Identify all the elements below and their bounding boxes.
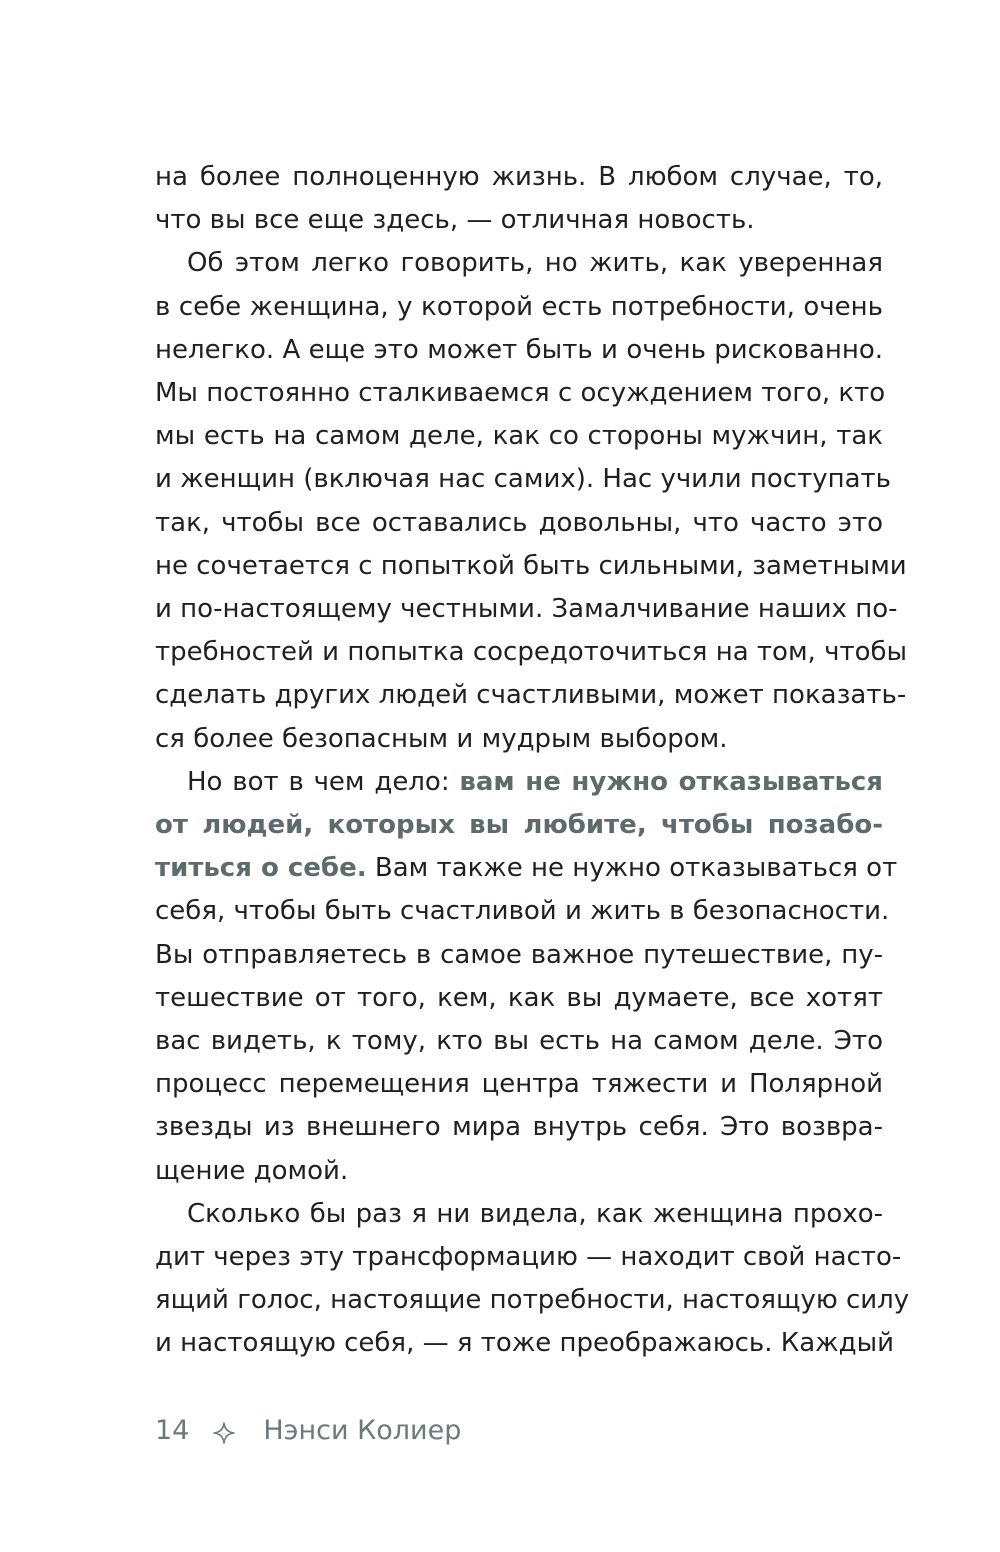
text-line: мы есть на самом деле, как со стороны мужчин, так <box>155 421 883 452</box>
text-line: тешествие от того, кем, как вы думаете, все хотят <box>155 982 883 1013</box>
text-line: процесс перемещения центра тяжести и Полярной <box>155 1069 883 1100</box>
paragraph-3 <box>155 761 898 1193</box>
text-line: не сочетается с попыткой быть сильными, заметными <box>155 550 907 581</box>
paragraph-4 <box>155 1193 910 1366</box>
text-line: Об этом легко говорить, но жить, как уверенная <box>187 248 883 279</box>
text-line: дит через эту трансформацию — находит свой насто- <box>155 1242 902 1273</box>
text-line <box>155 847 898 890</box>
plain-text: Но вот в чем дело: <box>187 766 460 797</box>
text-line: звезды из внешнего мира внутрь себя. Это возвра- <box>155 1112 883 1143</box>
text-line: и женщин (включая нас самих). Нас учили поступать <box>155 464 891 495</box>
text-line: и по-настоящему честными. Замалчивание наших по- <box>155 594 898 625</box>
text-line: щение домой. <box>155 1155 349 1186</box>
text-line: и настоящую себя, — я тоже преображаюсь. Каждый <box>155 1328 894 1359</box>
text-line: на более полноценную жизнь. В любом случае, то, <box>155 162 883 192</box>
text-line: в себе женщина, у которой есть потребности, очень <box>155 291 883 322</box>
emphasized-text: титься о себе. <box>155 853 367 884</box>
four-point-star-icon <box>213 1420 235 1442</box>
body-text <box>155 156 910 1366</box>
text-line: себя, чтобы быть счастливой и жить в безопасности. <box>155 896 890 927</box>
text-line: сделать других людей счастливыми, может показать- <box>155 680 907 711</box>
page-footer <box>155 1415 461 1446</box>
text-line: вас видеть, к тому, кто вы есть на самом деле. Это <box>155 1026 883 1057</box>
text-line <box>155 804 883 847</box>
emphasized-text: от людей, которых вы любите, чтобы позабо- <box>155 810 883 841</box>
plain-text: Вам также не нужно отказываться от <box>366 853 898 884</box>
text-line: нелегко. А еще это может быть и очень рискованно. <box>155 334 883 365</box>
text-line <box>155 761 883 804</box>
emphasized-text: вам не нужно отказываться <box>459 766 883 797</box>
author-name: Нэнси Колиер <box>263 1415 462 1446</box>
page-number: 14 <box>155 1415 190 1446</box>
text-line: ся более безопасным и мудрым выбором. <box>155 723 728 754</box>
text-line: так, чтобы все оставались довольны, что часто это <box>155 507 883 538</box>
text-line: Мы постоянно сталкиваемся с осуждением того, кто <box>155 378 886 409</box>
text-line: ящий голос, настоящие потребности, настоящую силу <box>155 1285 910 1316</box>
text-line: требностей и попытка сосредоточиться на том, чтобы <box>155 637 908 668</box>
text-line: Сколько бы раз я ни видела, как женщина прохо- <box>187 1198 883 1229</box>
paragraph-1 <box>155 156 883 242</box>
paragraph-2 <box>155 242 908 760</box>
text-line: что вы все еще здесь, — отличная новость. <box>155 205 755 236</box>
text-line: Вы отправляетесь в самое важное путешествие, пу- <box>155 939 883 970</box>
